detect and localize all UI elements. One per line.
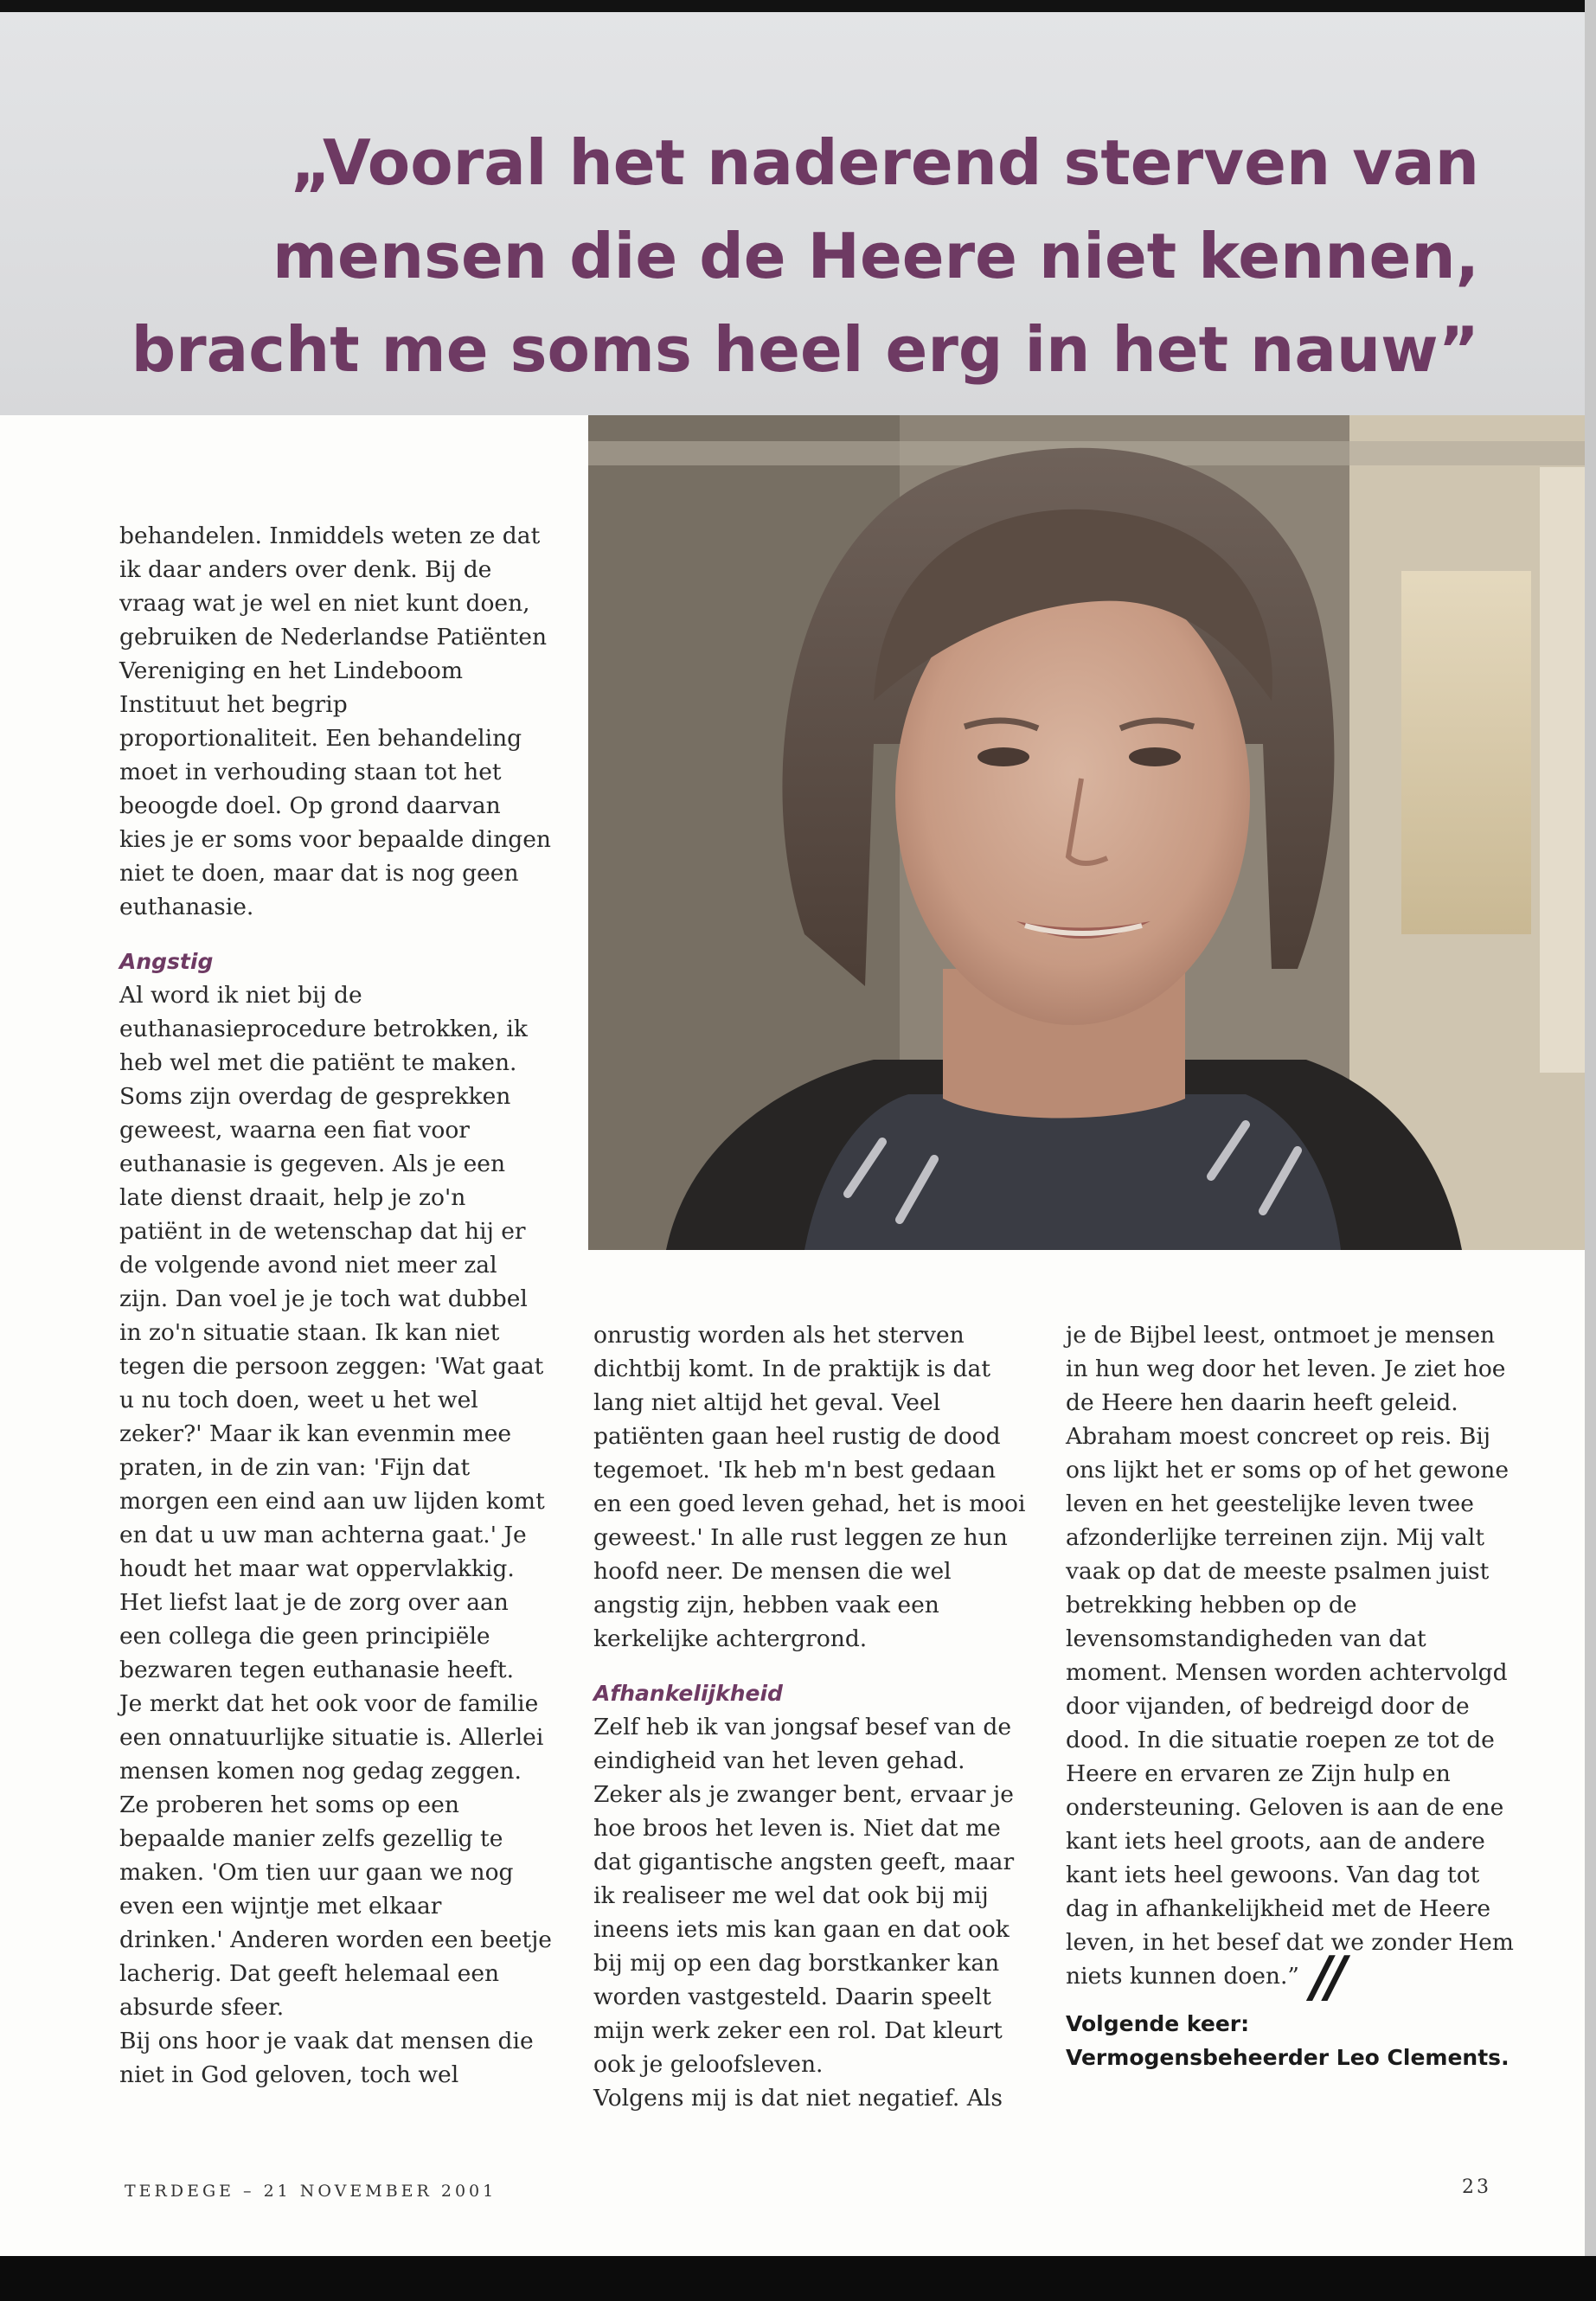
portrait-photo [588, 415, 1585, 1250]
headline-line-1: „Vooral het naderend sterven van [290, 126, 1479, 199]
headline-line-3: bracht me soms heel erg in het nauw” [131, 313, 1479, 386]
column-1-paragraph-1: behandelen. Inmiddels weten ze dat ik daar anders over denk. Bij de vraag wat je wel en niet kunt doen, gebruiken de Nederlandse Patiënten Vereniging en het Lindeboom Instituut het begrip proportionaliteit. Een behandeling moet in verhouding staan tot het beoogde doel. Op grond daarvan kies je er soms voor bepaalde dingen niet te doen, maar dat is nog geen euthanasie. [119, 522, 551, 920]
column-1-paragraph-2: Al word ik niet bij de euthanasieprocedure betrokken, ik heb wel met die patiënt te maken. Soms zijn overdag de gesprekken geweest, waarna een fiat voor euthanasie is gegeven. Als je een late dienst draait, help je zo'n patiënt in de wetenschap dat hij er de volgende avond niet meer zal zijn. Dan voel je je toch wat dubbel in zo'n situatie staan. Ik kan niet tegen die persoon zeggen: 'Wat gaat u nu toch doen, weet u het wel zeker?' Maar ik kan evenmin mee praten, in de zin van: 'Fijn dat morgen een eind aan uw lijden komt en dat u uw man achterna gaat.' Je houdt het maar wat oppervlakkig. Het liefst laat je de zorg over aan een collega die geen principiële bezwaren tegen euthanasie heeft. [119, 982, 545, 1683]
column-2-paragraph-3: Volgens mij is dat niet negatief. Als [593, 2085, 1003, 2112]
end-of-article-mark: // [1311, 1945, 1342, 2009]
next-issue-teaser: Volgende keer: Vermogensbeheerder Leo Clements. [1066, 2011, 1509, 2070]
scan-right-edge [1585, 0, 1596, 2301]
footer-publication: TERDEGE – 21 NOVEMBER 2001 [125, 2182, 497, 2201]
text-column-1 [119, 519, 552, 2092]
column-2-paragraph-1: onrustig worden als het sterven dichtbij komt. In de praktijk is dat lang niet altijd het geval. Veel patiënten gaan heel rustig de dood tegemoet. 'Ik heb m'n best gedaan en een goed leven gehad, het is mooi geweest.' In alle rust leggen ze hun hoofd neer. De mensen die wel angstig zijn, hebben vaak een kerkelijke achtergrond. [593, 1322, 1026, 1652]
column-1-paragraph-3: Je merkt dat het ook voor de familie een onnatuurlijke situatie is. Allerlei mensen komen nog gedag zeggen. Ze proberen het soms op een bepaalde manier zelfs gezellig te maken. 'Om tien uur gaan we nog even een wijntje met elkaar drinken.' Anderen worden een beetje lacherig. Dat geeft helemaal een absurde sfeer. [119, 1690, 552, 2021]
column-3-paragraph-1 [1066, 1318, 1516, 2009]
scan-bottom-edge [0, 2256, 1596, 2301]
portrait-illustration [588, 415, 1585, 1250]
column-1-paragraph-4: Bij ons hoor je vaak dat mensen die niet in God geloven, toch wel [119, 2028, 534, 2088]
scan-top-edge [0, 0, 1596, 12]
text-column-2 [593, 1318, 1026, 2115]
column-3-paragraph-1-text: je de Bijbel leest, ontmoet je mensen in hun weg door het leven. Je ziet hoe de Heere hen daarin heeft geleid. Abraham moest concreet op reis. Bij ons lijkt het er soms op of het gewone leven en het geestelijke leven twee afzonderlijke terreinen zijn. Mij valt vaak op dat de meeste psalmen juist betrekking hebben op de levensomstandigheden van dat moment. Mensen worden achtervolgd door vijanden, of bedreigd door de dood. In die situatie roepen ze tot de Heere en ervaren ze Zijn hulp en ondersteuning. Geloven is aan de ene kant iets heel groots, aan de andere kant iets heel gewoons. Van dag tot dag in afhankelijkheid met de Heere leven, in het besef dat we zonder Hem niets kunnen doen.” [1066, 1322, 1514, 1990]
headline-line-2: mensen die de Heere niet kennen, [272, 220, 1479, 292]
column-2-paragraph-2: Zelf heb ik van jongsaf besef van de eindigheid van het leven gehad. Zeker als je zwanger bent, ervaar je hoe broos het leven is. Niet dat me dat gigantische angsten geeft, maar ik realiseer me wel dat ook bij mij ineens iets mis kan gaan en dat ook bij mij op een dag borstkanker kan worden vastgesteld. Daarin speelt mijn werk zeker een rol. Dat kleurt ook je geloofsleven. [593, 1714, 1015, 2078]
header-band [0, 12, 1585, 415]
subheading-angstig: Angstig [119, 949, 214, 974]
page-number: 23 [1462, 2176, 1491, 2198]
text-column-3 [1066, 1318, 1516, 2074]
subheading-afhankelijkheid: Afhankelijkheid [593, 1681, 783, 1706]
headline-quote [130, 116, 1479, 396]
